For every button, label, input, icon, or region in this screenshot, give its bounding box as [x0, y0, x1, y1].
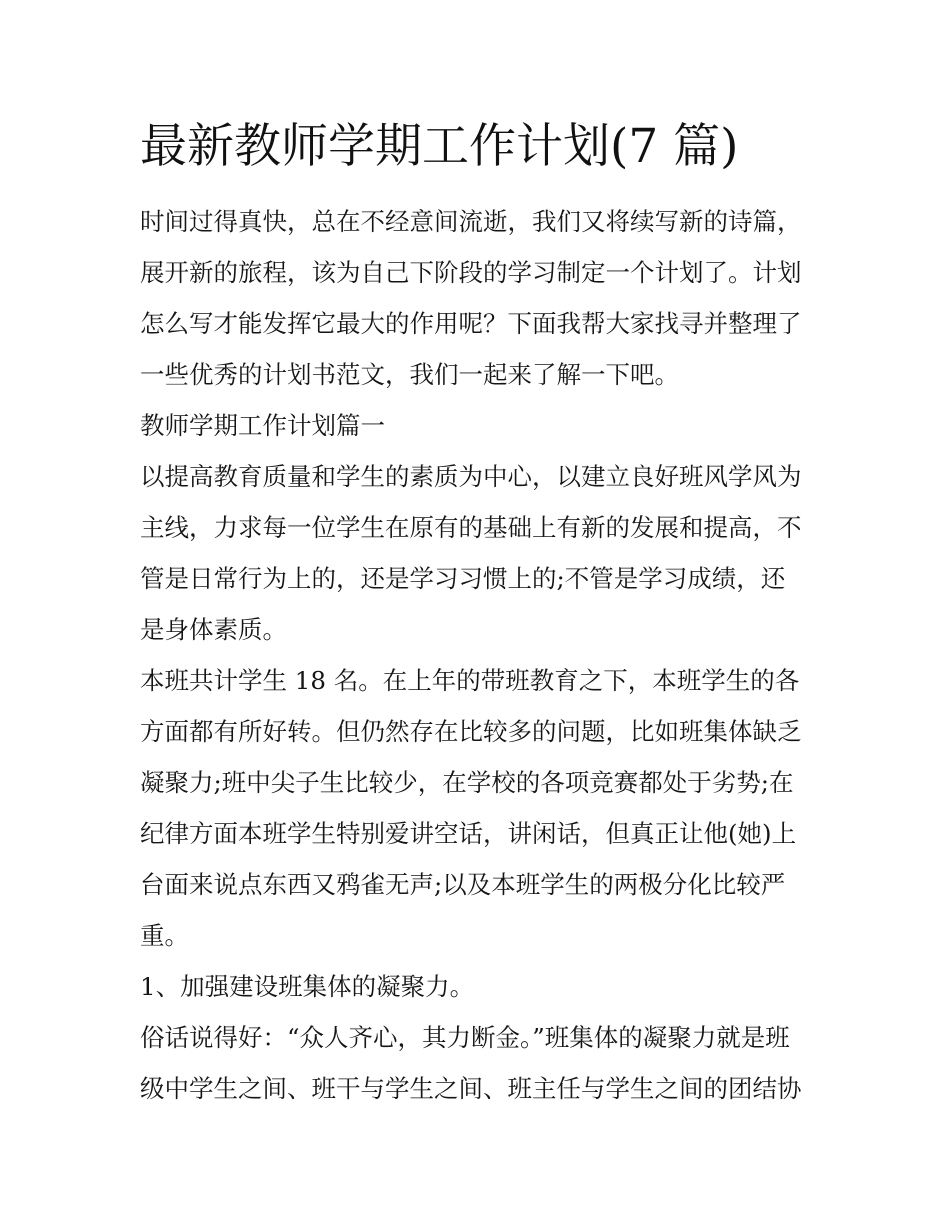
- body-line: 管是日常行为上的，还是学习习惯上的;不管是学习成绩，还: [140, 564, 786, 593]
- body-line: 展开新的旅程，该为自己下阶段的学习制定一个计划了。计划: [140, 258, 802, 287]
- section-heading: 教师学期工作计划篇一: [140, 411, 385, 440]
- numbered-heading: 1、加强建设班集体的凝聚力。: [140, 972, 475, 1001]
- body-line: 一些优秀的计划书范文，我们一起来了解一下吧。: [140, 360, 679, 389]
- body-line: 重。: [140, 921, 189, 950]
- body-line: 是身体素质。: [140, 615, 287, 644]
- body-line: 纪律方面本班学生特别爱讲空话，讲闲话，但真正让他(她)上: [140, 819, 797, 848]
- body-line: 主线，力求每一位学生在原有的基础上有新的发展和提高，不: [140, 513, 802, 542]
- body-line: 以提高教育质量和学生的素质为中心，以建立良好班风学风为: [140, 462, 802, 491]
- body-line: 时间过得真快，总在不经意间流逝，我们又将续写新的诗篇，: [140, 207, 802, 236]
- body-line: 台面来说点东西又鸦雀无声;以及本班学生的两极分化比较严: [140, 870, 786, 899]
- body-line: 方面都有所好转。但仍然存在比较多的问题，比如班集体缺乏: [140, 717, 802, 746]
- body-line: 俗话说得好：“众人齐心，其力断金。”班集体的凝聚力就是班: [140, 1023, 790, 1052]
- body-line: 本班共计学生 18 名。在上年的带班教育之下，本班学生的各: [140, 666, 800, 695]
- body-line: 怎么写才能发挥它最大的作用呢？下面我帮大家找寻并整理了: [140, 309, 802, 338]
- body-line: 凝聚力;班中尖子生比较少，在学校的各项竞赛都处于劣势;在: [140, 768, 794, 797]
- body-line: 级中学生之间、班干与学生之间、班主任与学生之间的团结协: [140, 1074, 802, 1103]
- document-title: 最新教师学期工作计划(7 篇): [140, 119, 739, 174]
